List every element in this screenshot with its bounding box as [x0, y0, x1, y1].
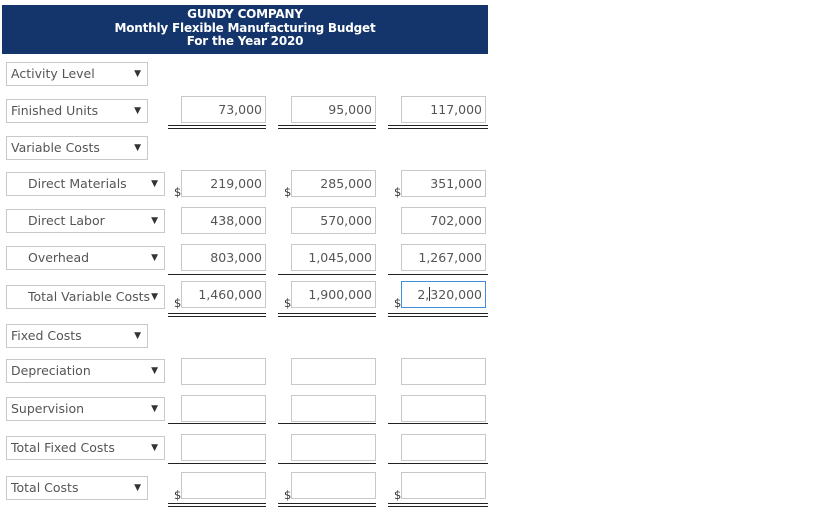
underline: [278, 316, 376, 317]
input-text-before-cursor: 2,: [417, 287, 430, 302]
overhead-col2-input[interactable]: 1,045,000: [291, 244, 376, 271]
fixed-costs-label: Fixed Costs: [11, 328, 82, 343]
direct-materials-col2-input[interactable]: 285,000: [291, 170, 376, 197]
underline: [168, 274, 266, 275]
dollar-sign: $: [174, 488, 182, 502]
underline: [168, 128, 266, 129]
supervision-col2-input[interactable]: [291, 395, 376, 422]
chevron-down-icon: ▼: [134, 331, 141, 341]
underline: [388, 313, 488, 314]
finished-units-col3-input[interactable]: 117,000: [401, 96, 486, 123]
activity-level-select[interactable]: [6, 62, 148, 86]
budget-title: Monthly Flexible Manufacturing Budget: [114, 20, 376, 35]
finished-units-col2-input[interactable]: 95,000: [291, 96, 376, 123]
direct-labor-col2-input[interactable]: 570,000: [291, 207, 376, 234]
direct-labor-col3-input[interactable]: 702,000: [401, 207, 486, 234]
underline: [388, 423, 488, 424]
total-variable-costs-select[interactable]: [6, 285, 165, 309]
underline: [168, 125, 266, 126]
direct-materials-label: Direct Materials: [28, 176, 127, 191]
chevron-down-icon: ▼: [151, 292, 158, 302]
depreciation-select[interactable]: [6, 359, 165, 383]
underline: [168, 313, 266, 314]
underline: [278, 503, 376, 504]
dollar-sign: $: [394, 488, 402, 502]
overhead-select[interactable]: [6, 246, 165, 270]
underline: [168, 506, 266, 507]
finished-units-select[interactable]: [6, 99, 148, 123]
chevron-down-icon: ▼: [134, 143, 141, 153]
underline: [278, 274, 376, 275]
total-costs-col3-input[interactable]: [401, 472, 486, 499]
underline: [168, 463, 266, 464]
budget-header: [2, 5, 488, 54]
underline: [388, 463, 488, 464]
total-costs-col1-input[interactable]: [181, 472, 266, 499]
dollar-sign: $: [284, 185, 292, 199]
underline: [388, 274, 488, 275]
underline: [278, 506, 376, 507]
chevron-down-icon: ▼: [151, 366, 158, 376]
depreciation-col1-input[interactable]: [181, 358, 266, 385]
dollar-sign: $: [284, 488, 292, 502]
underline: [168, 423, 266, 424]
overhead-col1-input[interactable]: 803,000: [181, 244, 266, 271]
depreciation-label: Depreciation: [11, 363, 91, 378]
total-fixed-costs-select[interactable]: [6, 436, 165, 460]
input-text-after-cursor: 320,000: [430, 287, 482, 302]
total-costs-label: Total Costs: [11, 480, 79, 495]
underline: [388, 125, 488, 126]
dollar-sign: $: [284, 296, 292, 310]
total-fixed-costs-col1-input[interactable]: [181, 434, 266, 461]
overhead-label: Overhead: [28, 250, 90, 265]
underline: [278, 128, 376, 129]
supervision-col3-input[interactable]: [401, 395, 486, 422]
direct-labor-label: Direct Labor: [28, 213, 105, 228]
fixed-costs-select[interactable]: [6, 324, 148, 348]
chevron-down-icon: ▼: [134, 106, 141, 116]
total-fixed-costs-col3-input[interactable]: [401, 434, 486, 461]
activity-level-label: Activity Level: [11, 66, 95, 81]
depreciation-col3-input[interactable]: [401, 358, 486, 385]
total-fixed-costs-col2-input[interactable]: [291, 434, 376, 461]
underline: [278, 313, 376, 314]
direct-materials-col1-input[interactable]: 219,000: [181, 170, 266, 197]
underline: [388, 506, 488, 507]
chevron-down-icon: ▼: [151, 404, 158, 414]
chevron-down-icon: ▼: [151, 179, 158, 189]
underline: [278, 423, 376, 424]
underline: [168, 503, 266, 504]
total-variable-costs-label: Total Variable Costs: [28, 289, 151, 304]
direct-materials-col3-input[interactable]: 351,000: [401, 170, 486, 197]
underline: [388, 128, 488, 129]
supervision-label: Supervision: [11, 401, 85, 416]
dollar-sign: $: [394, 185, 402, 199]
finished-units-col1-input[interactable]: 73,000: [181, 96, 266, 123]
dollar-sign: $: [174, 185, 182, 199]
direct-labor-col1-input[interactable]: 438,000: [181, 207, 266, 234]
variable-costs-select[interactable]: [6, 136, 148, 160]
direct-labor-select[interactable]: [6, 209, 165, 233]
total-variable-costs-col2-input[interactable]: 1,900,000: [291, 281, 376, 308]
underline: [278, 125, 376, 126]
total-variable-costs-col3-input[interactable]: [401, 281, 486, 308]
total-fixed-costs-label: Total Fixed Costs: [11, 440, 115, 455]
chevron-down-icon: ▼: [134, 69, 141, 79]
underline: [388, 316, 488, 317]
chevron-down-icon: ▼: [134, 483, 141, 493]
budget-period: For the Year 2020: [186, 34, 304, 48]
underline: [388, 503, 488, 504]
chevron-down-icon: ▼: [151, 253, 158, 263]
dollar-sign: $: [394, 296, 402, 310]
underline: [278, 463, 376, 464]
direct-materials-select[interactable]: [6, 172, 165, 196]
underline: [168, 316, 266, 317]
total-costs-select[interactable]: [6, 476, 148, 500]
finished-units-label: Finished Units: [11, 103, 99, 118]
dollar-sign: $: [174, 296, 182, 310]
depreciation-col2-input[interactable]: [291, 358, 376, 385]
overhead-col3-input[interactable]: 1,267,000: [401, 244, 486, 271]
company-name: GUNDY COMPANY: [187, 7, 303, 21]
supervision-select[interactable]: [6, 397, 165, 421]
variable-costs-label: Variable Costs: [11, 140, 100, 155]
total-variable-costs-col1-input[interactable]: 1,460,000: [181, 281, 266, 308]
total-costs-col2-input[interactable]: [291, 472, 376, 499]
chevron-down-icon: ▼: [151, 216, 158, 226]
chevron-down-icon: ▼: [151, 443, 158, 453]
supervision-col1-input[interactable]: [181, 395, 266, 422]
